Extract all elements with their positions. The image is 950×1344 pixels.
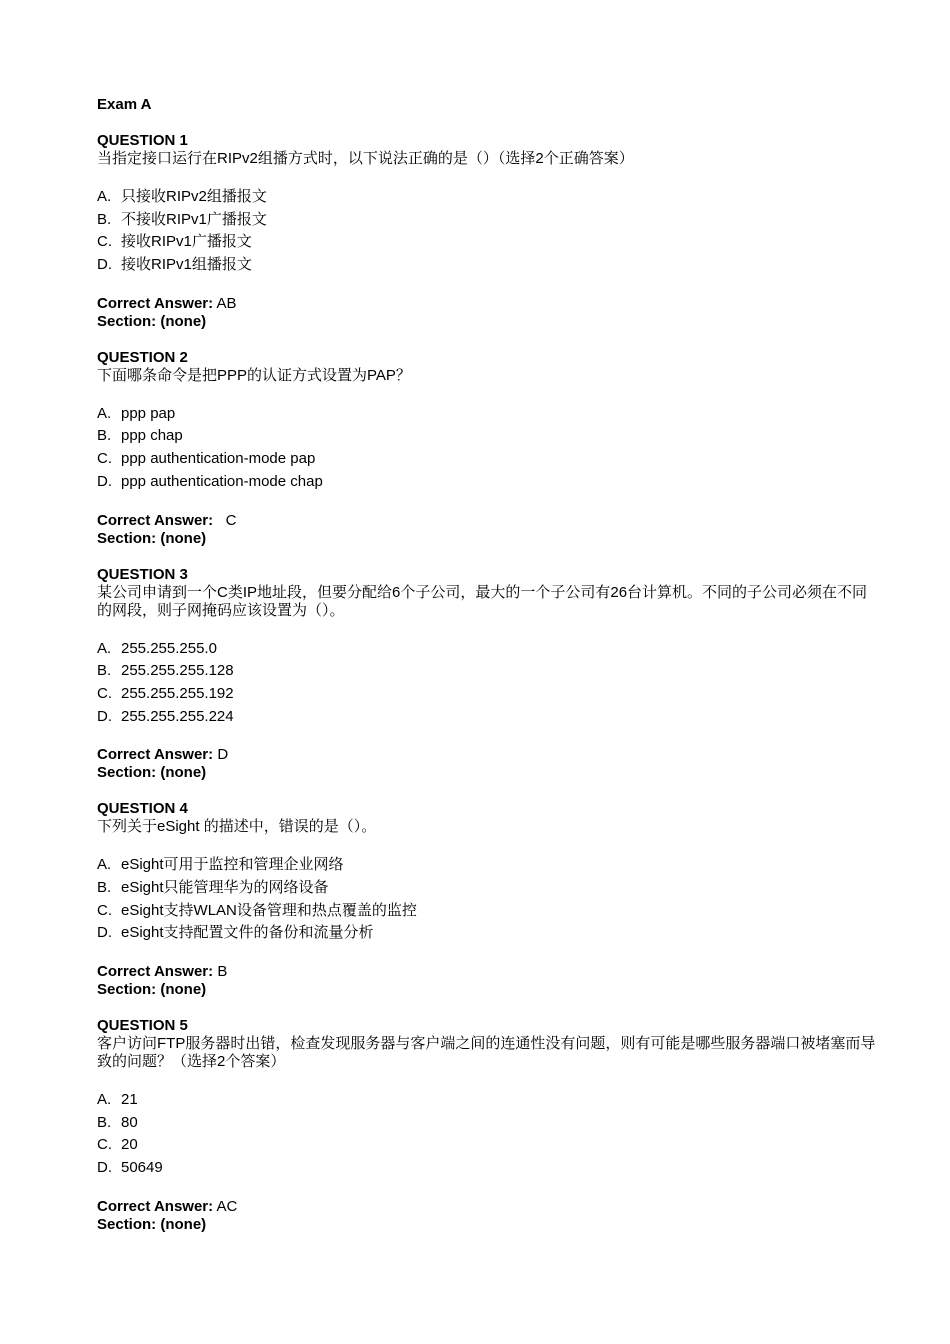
option-letter: C. (97, 901, 112, 919)
option-text: 21 (121, 1091, 138, 1108)
question-title: QUESTION 2 (97, 348, 188, 366)
question-list (97, 132, 877, 1234)
question-text: 当指定接口运行在RIPv2组播方式时，以下说法正确的是（）（选择2个正确答案） (97, 150, 634, 167)
option-item (97, 900, 877, 923)
correct-answer-value: C (217, 511, 237, 529)
option-item (97, 186, 877, 209)
option-text: 20 (121, 1136, 138, 1154)
question-title: QUESTION 1 (97, 132, 188, 149)
option-text: eSight只能管理华为的网络设备 (121, 878, 329, 896)
option-text: 只接收RIPv2组播报文 (121, 188, 267, 205)
question-text: 下面哪条命令是把PPP的认证方式设置为PAP？ (97, 366, 411, 384)
option-item (97, 231, 877, 254)
option-list (97, 638, 877, 729)
option-item (97, 254, 877, 277)
correct-answer-label: Correct Answer: (97, 294, 214, 312)
correct-answer-value: D (217, 746, 229, 764)
option-text: 接收RIPv1组播报文 (121, 256, 252, 274)
option-list (97, 1089, 877, 1180)
section-label: Section: (none) (97, 1215, 207, 1233)
correct-answer-label: Correct Answer: (97, 511, 214, 529)
correct-answer (97, 1198, 877, 1216)
option-item (97, 209, 877, 232)
option-letter: B. (97, 878, 112, 896)
option-text: 255.255.255.128 (121, 662, 234, 680)
option-letter: C. (97, 233, 112, 251)
option-letter: A. (97, 188, 112, 205)
option-item (97, 706, 877, 729)
exam-document (97, 96, 877, 1252)
option-list (97, 403, 877, 494)
option-text: 不接收RIPv1广播报文 (121, 210, 267, 228)
option-item (97, 471, 877, 494)
option-item (97, 1157, 877, 1180)
correct-answer-value: B (217, 963, 228, 980)
option-item (97, 854, 877, 877)
question-title: QUESTION 5 (97, 1017, 188, 1034)
option-item (97, 1089, 877, 1112)
option-letter: A. (97, 639, 112, 657)
correct-answer (97, 963, 877, 981)
option-text: ppp pap (121, 404, 176, 422)
option-list (97, 186, 877, 277)
question-block (97, 349, 877, 548)
option-letter: B. (97, 210, 112, 228)
option-letter: B. (97, 1113, 112, 1131)
option-letter: C. (97, 684, 112, 702)
option-item (97, 660, 877, 683)
correct-answer-value: AB (216, 294, 237, 312)
option-letter: A. (97, 404, 112, 422)
option-text: eSight支持WLAN设备管理和热点覆盖的监控 (121, 901, 417, 919)
correct-answer-label: Correct Answer: (97, 746, 214, 764)
option-text: ppp authentication-mode chap (121, 472, 323, 490)
correct-answer-value: AC (216, 1197, 238, 1215)
option-item (97, 1112, 877, 1135)
question-block (97, 132, 877, 331)
option-item (97, 922, 877, 945)
section-label: Section: (none) (97, 312, 207, 330)
question-block (97, 800, 877, 999)
option-item (97, 403, 877, 426)
option-text: eSight可用于监控和管理企业网络 (121, 856, 344, 874)
option-text: 255.255.255.0 (121, 639, 217, 657)
option-text: 80 (121, 1113, 138, 1131)
question-block (97, 1017, 877, 1234)
option-text: 255.255.255.224 (121, 707, 234, 725)
correct-answer (97, 512, 877, 530)
question-title: QUESTION 3 (97, 565, 188, 583)
correct-answer-label: Correct Answer: (97, 1197, 214, 1215)
option-text: 50649 (121, 1159, 163, 1177)
option-text: ppp chap (121, 427, 183, 445)
section-label: Section: (none) (97, 529, 207, 547)
question-text: 某公司申请到一个C类IP地址段，但要分配给6个子公司，最大的一个子公司有26台计算机。不同的子公司必须在不同的网段，则子网掩码应该设置为（）。 (97, 583, 868, 619)
question-text: 下列关于eSight 的描述中，错误的是（）。 (97, 818, 377, 836)
option-text: 接收RIPv1广播报文 (121, 233, 252, 251)
option-text: 255.255.255.192 (121, 684, 234, 702)
question-text: 客户访问FTP服务器时出错，检查发现服务器与客户端之间的连通性没有问题，则有可能是哪些服务器端口被堵塞而导致的问题？（选择2个答案） (97, 1035, 876, 1070)
option-item (97, 448, 877, 471)
option-letter: C. (97, 450, 112, 468)
option-letter: D. (97, 924, 112, 942)
option-letter: D. (97, 256, 112, 274)
option-letter: B. (97, 427, 112, 445)
option-item (97, 1134, 877, 1157)
option-item (97, 425, 877, 448)
correct-answer (97, 295, 877, 313)
option-letter: A. (97, 856, 112, 874)
option-text: ppp authentication-mode pap (121, 450, 316, 468)
option-letter: D. (97, 707, 112, 725)
option-item (97, 638, 877, 661)
option-item (97, 877, 877, 900)
section-label: Section: (none) (97, 981, 207, 998)
option-letter: A. (97, 1091, 112, 1108)
correct-answer (97, 746, 877, 764)
option-text: eSight支持配置文件的备份和流量分析 (121, 924, 374, 942)
section-label: Section: (none) (97, 764, 207, 782)
option-letter: D. (97, 472, 112, 490)
option-letter: C. (97, 1136, 112, 1154)
question-title: QUESTION 4 (97, 800, 188, 818)
option-letter: B. (97, 662, 112, 680)
question-block (97, 566, 877, 783)
option-list (97, 854, 877, 945)
exam-title: Exam A (97, 96, 152, 113)
option-item (97, 683, 877, 706)
option-letter: D. (97, 1159, 112, 1177)
correct-answer-label: Correct Answer: (97, 963, 214, 980)
